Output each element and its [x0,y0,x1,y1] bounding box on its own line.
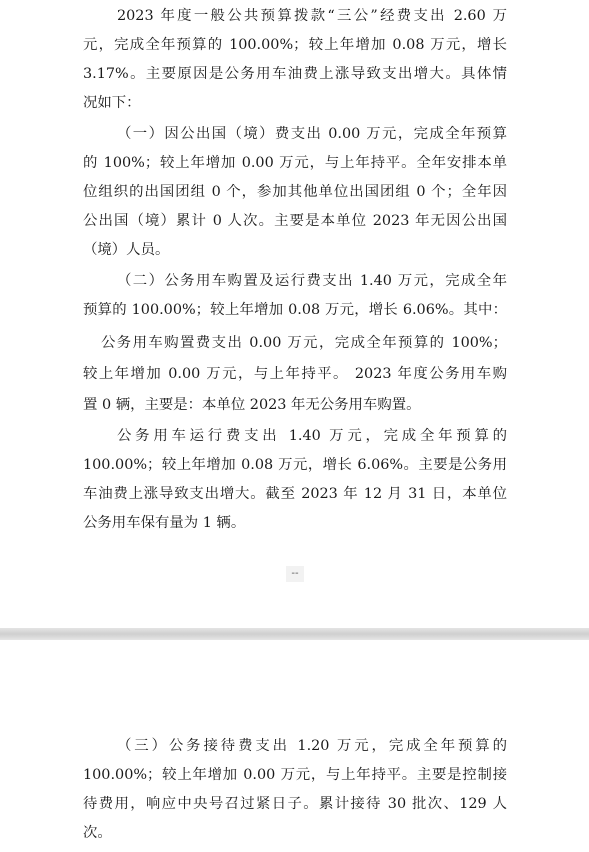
paragraph-line: 待费用，响应中央号召过紧日子。累计接待 30 批次、129 人 [83,796,507,812]
paragraph-line: 较上年增加 0.00 万元，与上年持平。 2023 年度公务用车购 [83,366,507,382]
paragraph-line: 公务用车保有量为 1 辆。 [83,515,246,531]
paragraph-line: 公务用车运行费支出 1.40 万元，完成全年预算的 [117,428,507,444]
paragraph-line: 元，完成全年预算的 100.00%；较上年增加 0.08 万元，增长 [83,37,507,53]
paragraph-line: 2023 年度一般公共预算拨款“三公”经费支出 2.60 万 [117,8,507,24]
paragraph-line: 100.00%；较上年增加 0.08 万元，增长 6.06%。主要是公务用 [83,457,507,473]
paragraph-line: （三）公务接待费支出 1.20 万元，完成全年预算的 [117,738,507,754]
page-separator [0,628,589,640]
document-page-2 [0,640,589,852]
paragraph-line: （一）因公出国（境）费支出 0.00 万元，完成全年预算 [117,126,507,142]
paragraph-line: （二）公务用车购置及运行费支出 1.40 万元，完成全年 [117,273,507,289]
paragraph-line: （境）人员。 [83,242,170,258]
paragraph-line: 置 0 辆，主要是：本单位 2023 年无公务用车购置。 [83,397,421,413]
paragraph-line: 100.00%；较上年增加 0.00 万元，与上年持平。主要是控制接 [83,767,507,783]
paragraph-line: 车油费上涨导致支出增大。截至 2023 年 12 月 31 日，本单位 [83,486,507,502]
paragraph-line: 的 100%；较上年增加 0.00 万元，与上年持平。全年安排本单 [83,155,507,171]
paragraph-line: 位组织的出国团组 0 个，参加其他单位出国团组 0 个；全年因 [83,184,507,200]
paragraph-line: 公出国（境）累计 0 人次。主要是本单位 2023 年无因公出国 [83,213,507,229]
paragraph-line: 预算的 100.00%；较上年增加 0.08 万元，增长 6.06%。其中： [83,302,507,318]
paragraph-line: 况如下： [83,95,141,111]
paragraph-line: 公务用车购置费支出 0.00 万元，完成全年预算的 100%； [101,335,507,351]
page-number: -- [286,566,304,582]
paragraph-line: 3.17%。主要原因是公务用车油费上涨导致支出增大。具体情 [83,66,507,82]
paragraph-line: 次。 [83,825,112,841]
